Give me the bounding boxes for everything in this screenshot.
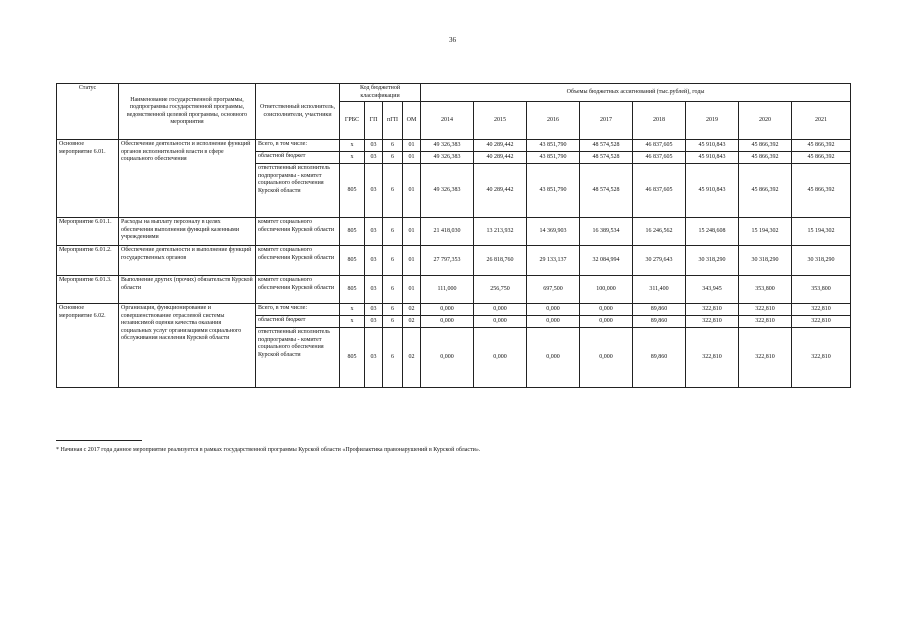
value-cell-2014: 111,000	[421, 276, 474, 304]
code-cell: 6	[383, 246, 403, 276]
value-cell-2015: 40 289,442	[474, 140, 527, 152]
code-cell: 6	[383, 152, 403, 164]
code-cell: 805	[340, 328, 365, 388]
code-cell: 03	[365, 164, 383, 218]
value-cell-2018: 46 837,605	[633, 164, 686, 218]
value-cell-2014: 0,000	[421, 316, 474, 328]
row-name: Расходы на выплату персоналу в целях обеспечения выполнения функций казенными учреждениями	[119, 218, 256, 246]
footnote-divider	[56, 440, 142, 441]
row-name: Обеспечение деятельности и исполнение функций органов исполнительной власти в сфере социального обеспечения	[119, 140, 256, 218]
header-code-0: ГРБС	[340, 102, 365, 140]
code-cell: 03	[365, 246, 383, 276]
value-cell-2019: 45 910,843	[686, 152, 739, 164]
value-cell-2017: 16 389,534	[580, 218, 633, 246]
value-cell-2021: 322,810	[792, 316, 851, 328]
value-cell-2015: 256,750	[474, 276, 527, 304]
value-cell-2016: 43 851,790	[527, 164, 580, 218]
value-cell-2020: 322,810	[739, 316, 792, 328]
row-name: Выполнение других (прочих) обязательств Курской области	[119, 276, 256, 304]
value-cell-2019: 45 910,843	[686, 164, 739, 218]
value-cell-2016: 29 133,137	[527, 246, 580, 276]
code-cell: 03	[365, 140, 383, 152]
value-cell-2015: 0,000	[474, 328, 527, 388]
value-cell-2017: 48 574,528	[580, 140, 633, 152]
value-cell-2021: 15 194,302	[792, 218, 851, 246]
header-year-2020: 2020	[739, 102, 792, 140]
table-body	[57, 140, 851, 388]
value-cell-2014: 49 326,383	[421, 152, 474, 164]
code-cell: 02	[403, 328, 421, 388]
value-cell-2016: 14 369,903	[527, 218, 580, 246]
value-cell-2016: 43 851,790	[527, 152, 580, 164]
header-code-1: ГП	[365, 102, 383, 140]
value-cell-2019: 343,945	[686, 276, 739, 304]
code-cell: x	[340, 316, 365, 328]
header-year-2019: 2019	[686, 102, 739, 140]
row-status: Мероприятие 6.01.1.	[57, 218, 119, 246]
value-cell-2020: 45 866,392	[739, 140, 792, 152]
value-cell-2021: 322,810	[792, 304, 851, 316]
value-cell-2018: 89,860	[633, 304, 686, 316]
code-cell: 01	[403, 152, 421, 164]
header-year-2018: 2018	[633, 102, 686, 140]
code-cell: 6	[383, 328, 403, 388]
code-cell: 03	[365, 218, 383, 246]
code-cell: 02	[403, 316, 421, 328]
value-cell-2015: 0,000	[474, 304, 527, 316]
code-cell: 805	[340, 276, 365, 304]
header-code-2: пГП	[383, 102, 403, 140]
value-cell-2019: 15 248,608	[686, 218, 739, 246]
row-executor: ответственный исполнитель подпрограммы - комитет социального обеспечения Курской области	[256, 164, 340, 218]
value-cell-2017: 0,000	[580, 316, 633, 328]
value-cell-2020: 322,810	[739, 328, 792, 388]
value-cell-2018: 16 246,562	[633, 218, 686, 246]
row-name: Организация, функционирование и совершенствование отраслевой системы независимой оценки качества оказания социальных услуг организациями социального обслуживания населения Курской области	[119, 304, 256, 388]
table-row	[57, 140, 851, 152]
value-cell-2015: 40 289,442	[474, 152, 527, 164]
table-row	[57, 246, 851, 276]
value-cell-2014: 21 418,030	[421, 218, 474, 246]
code-cell: x	[340, 140, 365, 152]
table-header	[57, 84, 851, 140]
row-status: Основное мероприятие 6.01.	[57, 140, 119, 218]
value-cell-2018: 89,860	[633, 328, 686, 388]
value-cell-2019: 30 318,290	[686, 246, 739, 276]
value-cell-2017: 48 574,528	[580, 164, 633, 218]
row-executor: комитет социального обеспечения Курской области	[256, 218, 340, 246]
value-cell-2020: 353,800	[739, 276, 792, 304]
value-cell-2017: 48 574,528	[580, 152, 633, 164]
header-executor: Ответственный исполнитель, соисполнители, участники	[256, 84, 340, 140]
value-cell-2021: 30 318,290	[792, 246, 851, 276]
row-executor: Всего, в том числе:	[256, 140, 340, 152]
code-cell: 805	[340, 164, 365, 218]
value-cell-2020: 30 318,290	[739, 246, 792, 276]
row-executor: комитет социального обеспечения Курской области	[256, 276, 340, 304]
header-year-2021: 2021	[792, 102, 851, 140]
value-cell-2015: 40 289,442	[474, 164, 527, 218]
code-cell: 6	[383, 276, 403, 304]
value-cell-2020: 15 194,302	[739, 218, 792, 246]
value-cell-2017: 100,000	[580, 276, 633, 304]
code-cell: 03	[365, 276, 383, 304]
header-code-3: ОМ	[403, 102, 421, 140]
value-cell-2016: 697,500	[527, 276, 580, 304]
value-cell-2019: 322,810	[686, 316, 739, 328]
value-cell-2020: 45 866,392	[739, 164, 792, 218]
value-cell-2015: 26 818,760	[474, 246, 527, 276]
code-cell: 6	[383, 316, 403, 328]
value-cell-2016: 43 851,790	[527, 140, 580, 152]
value-cell-2018: 30 279,643	[633, 246, 686, 276]
value-cell-2015: 13 213,932	[474, 218, 527, 246]
value-cell-2018: 46 837,605	[633, 152, 686, 164]
budget-table	[56, 83, 851, 388]
value-cell-2014: 49 326,383	[421, 164, 474, 218]
page-number: 36	[449, 36, 456, 44]
value-cell-2021: 45 866,392	[792, 164, 851, 218]
code-cell: 01	[403, 276, 421, 304]
footnote: * Начиная с 2017 года данное мероприятие реализуется в рамках государственной программы Курской области «Профилактика правонарушений в Курской области».	[56, 447, 481, 453]
code-cell: 03	[365, 316, 383, 328]
header-year-2014: 2014	[421, 102, 474, 140]
value-cell-2018: 89,860	[633, 316, 686, 328]
value-cell-2021: 353,800	[792, 276, 851, 304]
value-cell-2014: 27 797,353	[421, 246, 474, 276]
value-cell-2016: 0,000	[527, 328, 580, 388]
value-cell-2019: 45 910,843	[686, 140, 739, 152]
value-cell-2018: 311,400	[633, 276, 686, 304]
value-cell-2021: 322,810	[792, 328, 851, 388]
value-cell-2019: 322,810	[686, 304, 739, 316]
row-executor: областной бюджет	[256, 152, 340, 164]
table-row	[57, 304, 851, 316]
code-cell: 03	[365, 328, 383, 388]
code-cell: 6	[383, 164, 403, 218]
code-cell: 03	[365, 304, 383, 316]
row-executor: ответственный исполнитель подпрограммы - комитет социального обеспечения Курской области	[256, 328, 340, 388]
header-status: Статус	[57, 84, 119, 140]
value-cell-2014: 0,000	[421, 328, 474, 388]
code-cell: 01	[403, 246, 421, 276]
value-cell-2020: 322,810	[739, 304, 792, 316]
code-cell: 6	[383, 304, 403, 316]
value-cell-2016: 0,000	[527, 304, 580, 316]
row-executor: Всего, в том числе:	[256, 304, 340, 316]
row-executor: областной бюджет	[256, 316, 340, 328]
value-cell-2014: 0,000	[421, 304, 474, 316]
header-name: Наименование государственной программы, подпрограммы государственной программы, ведомственной целевой программы, основного мероприятия	[119, 84, 256, 140]
row-status: Основное мероприятие 6.02.	[57, 304, 119, 388]
header-year-2017: 2017	[580, 102, 633, 140]
header-budget-code: Код бюджетной классификации	[340, 84, 421, 102]
value-cell-2017: 0,000	[580, 328, 633, 388]
value-cell-2016: 0,000	[527, 316, 580, 328]
value-cell-2021: 45 866,392	[792, 140, 851, 152]
value-cell-2017: 32 084,994	[580, 246, 633, 276]
row-status: Мероприятие 6.01.2.	[57, 246, 119, 276]
value-cell-2019: 322,810	[686, 328, 739, 388]
header-volumes: Объемы бюджетных ассигнований (тыс.рублей), годы	[421, 84, 851, 102]
header-year-2016: 2016	[527, 102, 580, 140]
code-cell: 805	[340, 246, 365, 276]
code-cell: 01	[403, 140, 421, 152]
row-status: Мероприятие 6.01.3.	[57, 276, 119, 304]
value-cell-2021: 45 866,392	[792, 152, 851, 164]
value-cell-2017: 0,000	[580, 304, 633, 316]
value-cell-2018: 46 837,605	[633, 140, 686, 152]
code-cell: 01	[403, 218, 421, 246]
code-cell: 6	[383, 218, 403, 246]
header-year-2015: 2015	[474, 102, 527, 140]
value-cell-2015: 0,000	[474, 316, 527, 328]
code-cell: x	[340, 152, 365, 164]
table-row	[57, 276, 851, 304]
code-cell: x	[340, 304, 365, 316]
row-executor: комитет социального обеспечения Курской области	[256, 246, 340, 276]
table-row	[57, 218, 851, 246]
code-cell: 02	[403, 304, 421, 316]
value-cell-2014: 49 326,383	[421, 140, 474, 152]
code-cell: 805	[340, 218, 365, 246]
code-cell: 01	[403, 164, 421, 218]
code-cell: 03	[365, 152, 383, 164]
row-name: Обеспечение деятельности и выполнение функций государственных органов	[119, 246, 256, 276]
code-cell: 6	[383, 140, 403, 152]
value-cell-2020: 45 866,392	[739, 152, 792, 164]
